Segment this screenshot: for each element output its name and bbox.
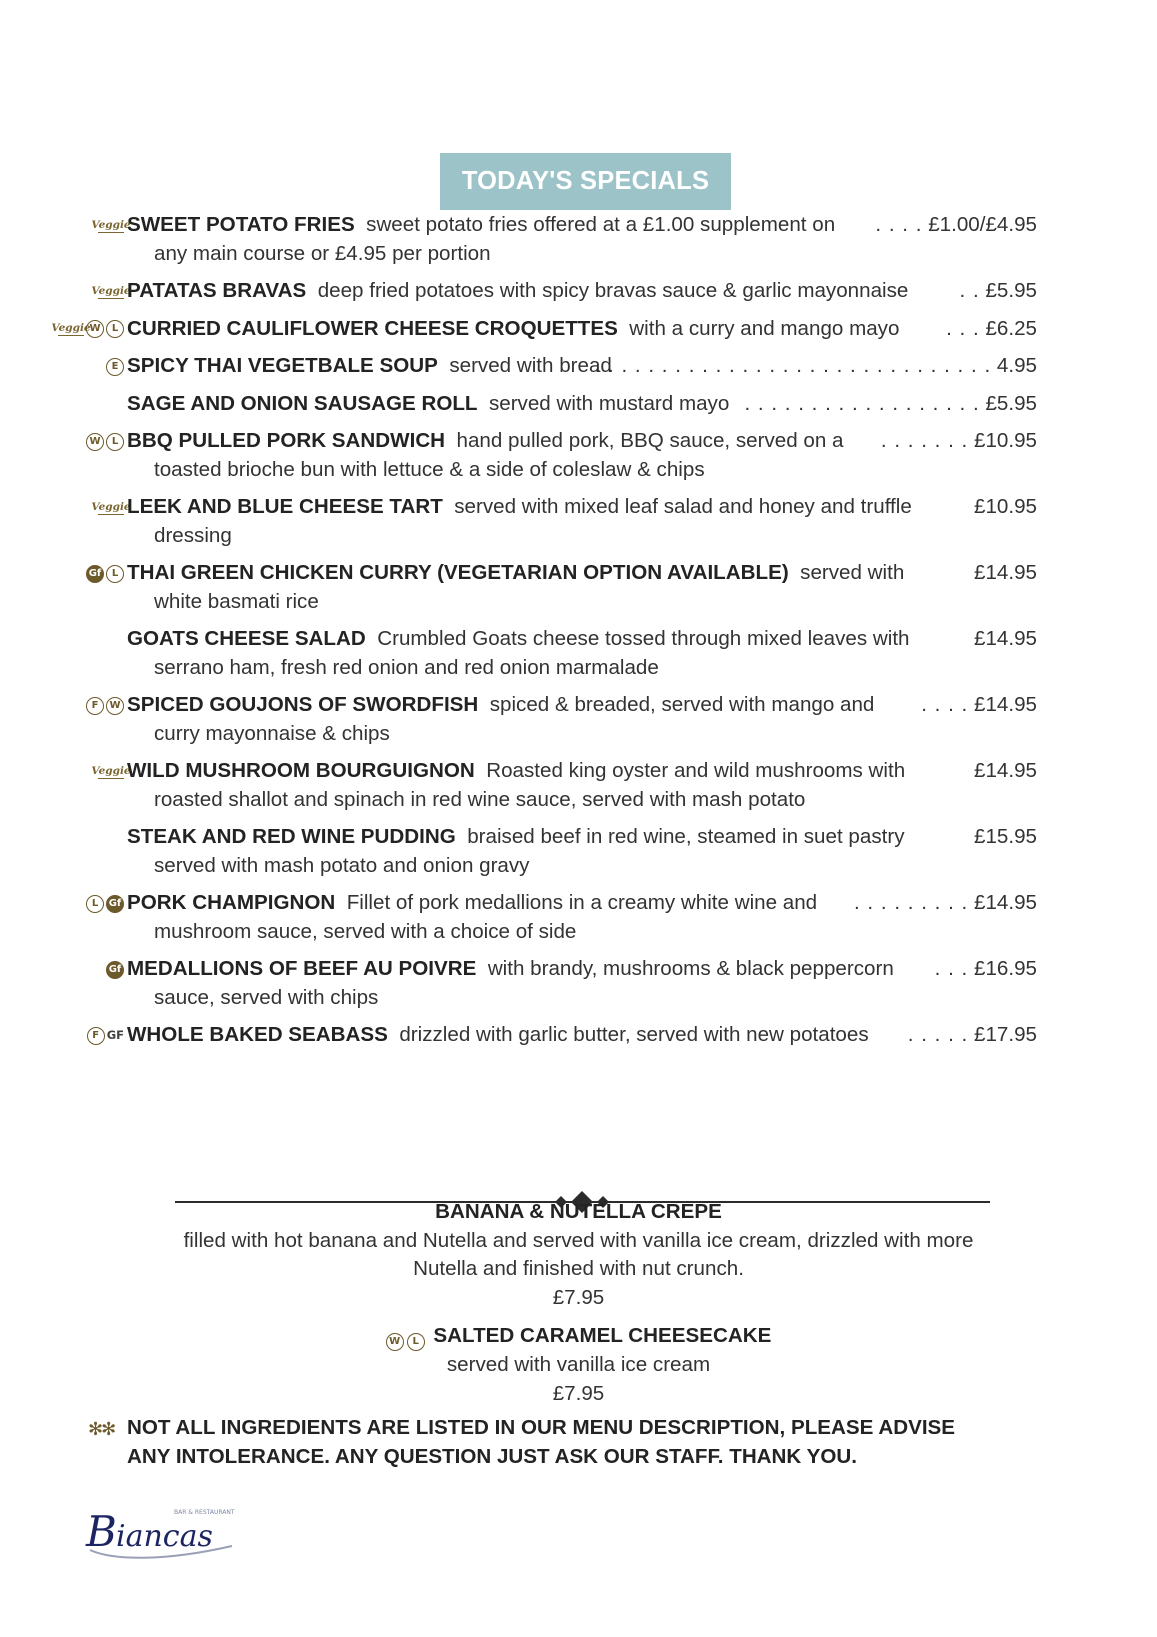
- menu-item: [0, 1021, 1157, 1050]
- notice-line: NOT ALL INGREDIENTS ARE LISTED IN OUR MENU DESCRIPTION, PLEASE ADVISE: [127, 1416, 956, 1439]
- item-price: 4.95: [996, 354, 1037, 377]
- dessert-cheesecake: [0, 1322, 1157, 1408]
- item-description-continued: toasted brioche bun with lettuce & a side of coleslaw & chips: [154, 457, 705, 481]
- item-price: £10.95: [974, 495, 1037, 518]
- vegan-icon: Veggie: [91, 500, 131, 513]
- menu-item: [0, 390, 1157, 419]
- item-price: £14.95: [974, 693, 1037, 716]
- item-description: Roasted king oyster and wild mushrooms with: [486, 759, 906, 782]
- leader-dots: . . .: [946, 316, 980, 340]
- item-description: with brandy, mushrooms & black peppercorn: [487, 957, 894, 980]
- menu-item: [0, 625, 1157, 682]
- item-name: WHOLE BAKED SEABASS: [127, 1023, 388, 1046]
- menu-item: [0, 352, 1157, 381]
- dietary-icons: [86, 431, 124, 452]
- menu-item: [0, 315, 1157, 344]
- item-price: £15.95: [974, 825, 1037, 848]
- item-description: served with: [800, 561, 905, 584]
- item-name: CURRIED CAULIFLOWER CHEESE CROQUETTES: [127, 316, 618, 340]
- item-price: £14.95: [974, 561, 1037, 584]
- item-price: £10.95: [974, 429, 1037, 452]
- dairy-icon: L: [106, 320, 124, 338]
- item-description: served with mixed leaf salad and honey and truffle: [454, 495, 912, 518]
- dietary-icons: [91, 215, 131, 236]
- menu-item: [0, 427, 1157, 484]
- dessert-crepe: [0, 1198, 1157, 1312]
- menu-item: [0, 493, 1157, 550]
- biancas-logo: [82, 1502, 242, 1564]
- dietary-icons: [51, 319, 124, 340]
- item-description-continued: white basmati rice: [154, 589, 319, 613]
- wheat-icon: W: [86, 320, 104, 338]
- dairy-icon: L: [106, 565, 124, 583]
- leader-dots: . . . . . . .: [880, 429, 969, 452]
- item-name: SAGE AND ONION SAUSAGE ROLL: [127, 391, 478, 415]
- item-description: Crumbled Goats cheese tossed through mixed leaves with: [377, 627, 910, 650]
- leader-dots: . .: [959, 279, 980, 302]
- gluten-free-icon: GF: [106, 1027, 124, 1042]
- item-name: SPICED GOUJONS OF SWORDFISH: [127, 693, 479, 716]
- leader-dots: . . . .: [921, 693, 969, 716]
- dairy-icon: L: [407, 1333, 425, 1351]
- item-name: THAI GREEN CHICKEN CURRY (VEGETARIAN OPTION AVAILABLE): [127, 561, 789, 584]
- dietary-icons: [86, 563, 124, 584]
- item-name: WILD MUSHROOM BOURGUIGNON: [127, 759, 475, 782]
- item-description: with a curry and mango mayo: [629, 316, 900, 340]
- item-name: PATATAS BRAVAS: [127, 279, 307, 302]
- wheat-icon: W: [106, 697, 124, 715]
- item-name: SWEET POTATO FRIES: [127, 213, 355, 236]
- item-price: £16.95: [974, 957, 1037, 980]
- item-price: £5.95: [985, 391, 1037, 415]
- specials-banner: [440, 153, 731, 210]
- menu-item: [0, 823, 1157, 880]
- item-description-continued: any main course or £4.95 per portion: [154, 241, 491, 265]
- wheat-icon: W: [386, 1333, 404, 1351]
- item-description: Fillet of pork medallions in a creamy white wine and: [346, 891, 818, 914]
- menu-item: [0, 211, 1157, 268]
- dietary-icons: [91, 281, 131, 302]
- svg-text:B: B: [86, 1507, 117, 1556]
- dessert-description-line: Nutella and finished with nut crunch.: [413, 1257, 744, 1280]
- dietary-icons: [91, 497, 131, 518]
- gluten-free-icon: Gf: [86, 565, 104, 583]
- gluten-free-icon: Gf: [106, 961, 124, 979]
- dietary-icons: [106, 356, 124, 377]
- item-description: deep fried potatoes with spicy bravas sauce & garlic mayonnaise: [317, 279, 909, 302]
- allergen-notice: [127, 1414, 1027, 1471]
- fish-icon: F: [86, 697, 104, 715]
- item-price: £1.00/£4.95: [928, 213, 1037, 236]
- specials-title: TODAY'S SPECIALS: [461, 167, 710, 195]
- item-name: BBQ PULLED PORK SANDWICH: [127, 429, 446, 452]
- item-description: spiced & breaded, served with mango and: [489, 693, 875, 716]
- leader-dots: . . . . . . . . . . . . . . . . . . . . . . . . . . . . . .: [594, 354, 992, 377]
- dessert-price: £7.95: [552, 1285, 605, 1309]
- item-price: £17.95: [974, 1023, 1037, 1046]
- dessert-description-line: filled with hot banana and Nutella and served with vanilla ice cream, drizzled with more: [183, 1228, 974, 1252]
- asterisk-icon: ✻✻: [88, 1419, 115, 1440]
- menu-item: [0, 277, 1157, 306]
- menu-item: [0, 889, 1157, 946]
- dairy-icon: L: [86, 895, 104, 913]
- item-description: served with mustard mayo: [488, 391, 730, 415]
- item-description-continued: roasted shallot and spinach in red wine sauce, served with mash potato: [154, 787, 806, 811]
- notice-line: ANY INTOLERANCE. ANY QUESTION JUST ASK OUR STAFF. THANK YOU.: [127, 1444, 858, 1468]
- svg-text:iancas: iancas: [116, 1519, 213, 1554]
- dietary-icons: [86, 695, 124, 716]
- svg-text:BAR & RESTAURANT: BAR & RESTAURANT: [174, 1509, 235, 1516]
- item-description: hand pulled pork, BBQ sauce, served on a: [456, 429, 844, 452]
- dietary-icons: [86, 893, 124, 914]
- dessert-price: £7.95: [552, 1381, 605, 1405]
- dessert-title: SALTED CARAMEL CHEESECAKE: [433, 1324, 772, 1347]
- dessert-description-line: served with vanilla ice cream: [446, 1353, 711, 1376]
- item-description-continued: served with mash potato and onion gravy: [154, 853, 530, 877]
- item-description: sweet potato fries offered at a £1.00 supplement on: [366, 213, 836, 236]
- item-description-continued: curry mayonnaise & chips: [154, 721, 390, 745]
- dessert-title: BANANA & NUTELLA CREPE: [435, 1200, 722, 1223]
- dietary-icons: [106, 959, 124, 980]
- dairy-icon: L: [106, 433, 124, 451]
- item-price: £5.95: [985, 279, 1037, 302]
- fish-icon: F: [87, 1027, 105, 1045]
- menu-item: [0, 757, 1157, 814]
- leader-dots: . . . . .: [907, 1023, 969, 1046]
- egg-icon: E: [106, 358, 124, 376]
- vegan-icon: Veggie: [91, 764, 131, 777]
- item-price: £6.25: [985, 316, 1037, 340]
- leader-dots: . . . . . . . . .: [853, 891, 969, 914]
- item-name: SPICY THAI VEGETBALE SOUP: [127, 354, 438, 377]
- wheat-icon: W: [86, 433, 104, 451]
- leader-dots: . . . .: [875, 213, 923, 236]
- menu-item: [0, 691, 1157, 748]
- item-name: MEDALLIONS OF BEEF AU POIVRE: [127, 957, 477, 980]
- item-description-continued: mushroom sauce, served with a choice of side: [154, 919, 577, 943]
- leader-dots: . . . . . . . . . . . . . . . . . .: [744, 391, 980, 415]
- specials-list: [0, 211, 1157, 1059]
- item-description: braised beef in red wine, steamed in suet pastry: [467, 825, 905, 848]
- dietary-icons: [91, 761, 131, 782]
- item-price: £14.95: [974, 759, 1037, 782]
- leader-dots: . . .: [934, 957, 969, 980]
- vegan-icon: Veggie: [51, 322, 91, 335]
- item-description: served with bread: [449, 354, 612, 377]
- item-name: LEEK AND BLUE CHEESE TART: [127, 495, 443, 518]
- item-name: GOATS CHEESE SALAD: [127, 627, 366, 650]
- item-description-continued: sauce, served with chips: [154, 985, 379, 1009]
- menu-item: [0, 955, 1157, 1012]
- vegan-icon: Veggie: [91, 284, 131, 297]
- item-description-continued: dressing: [154, 523, 232, 547]
- menu-item: [0, 559, 1157, 616]
- item-name: PORK CHAMPIGNON: [127, 891, 336, 914]
- gluten-free-icon: Gf: [106, 895, 124, 913]
- item-price: £14.95: [974, 627, 1037, 650]
- item-description-continued: serrano ham, fresh red onion and red onion marmalade: [154, 655, 659, 679]
- dietary-icons: [87, 1025, 124, 1046]
- item-name: STEAK AND RED WINE PUDDING: [127, 825, 456, 848]
- item-description: drizzled with garlic butter, served with new potatoes: [399, 1023, 869, 1046]
- item-price: £14.95: [974, 891, 1037, 914]
- vegan-icon: Veggie: [91, 218, 131, 231]
